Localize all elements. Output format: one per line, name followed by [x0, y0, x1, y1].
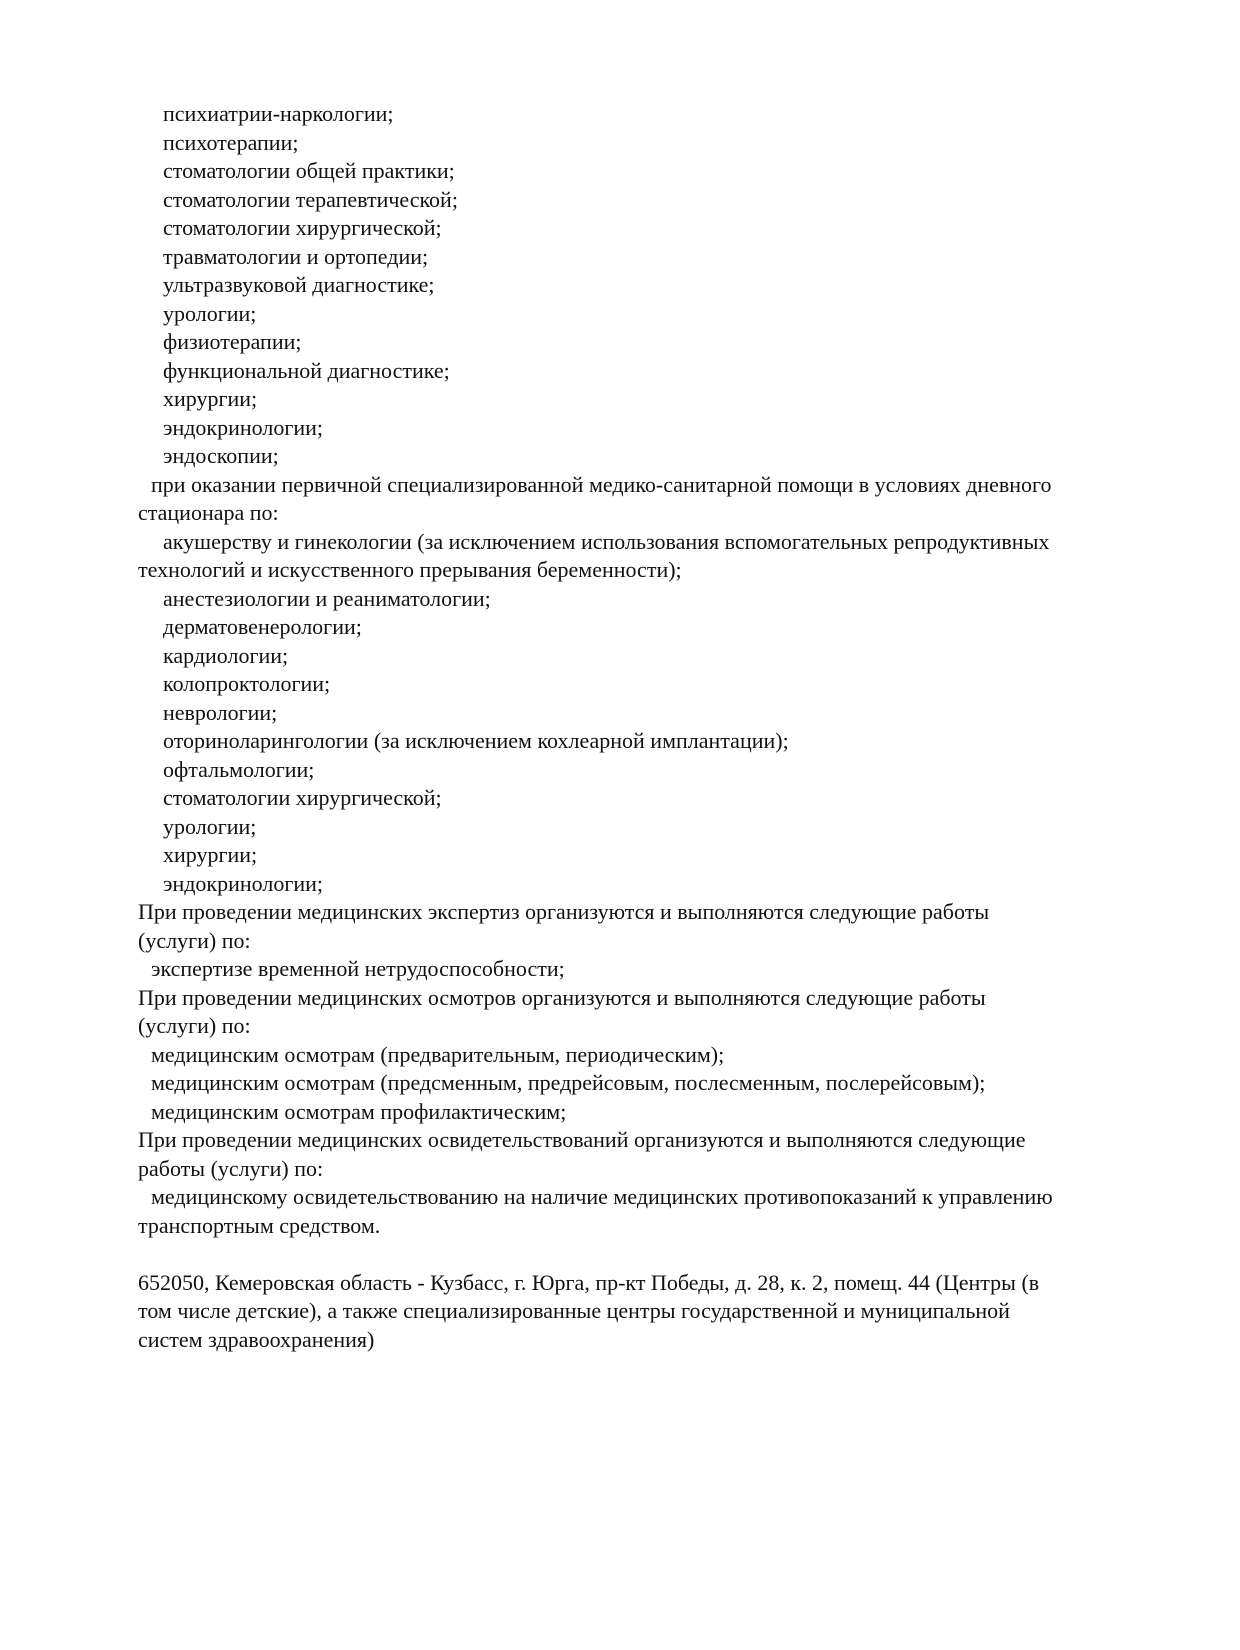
list-item-neurology: неврологии; [163, 699, 278, 725]
list-item-exam-preventive: медицинским осмотрам профилактическим; [151, 1098, 567, 1124]
list-item-dermatovenereology: дерматовенерологии; [163, 614, 362, 639]
list-item-psychiatry-narcology: психиатрии-наркологии; [163, 101, 394, 126]
list-item-endocrinology-2: эндокринологии; [163, 870, 324, 896]
list-item-therapeutic-dentistry: стоматологии терапевтической; [163, 186, 458, 212]
address-line-1: 652050, Кемеровская область - Кузбасс, г. Юрга, пр-кт Победы, д. 28, к. 2, помещ. 44 (Центры (в [138, 1269, 1040, 1295]
list-item-ultrasound: ультразвуковой диагностике; [163, 272, 435, 297]
list-item-urology: урологии; [163, 300, 257, 326]
section-heading-day-hospital-cont: стационара по: [138, 500, 279, 525]
list-item-surgical-dentistry-2: стоматологии хирургической; [163, 785, 442, 810]
section-heading-day-hospital: при оказании первичной специализированной медико-санитарной помощи в условиях дневного [151, 471, 1052, 497]
list-item-obstetrics-cont: технологий и искусственного прерывания беременности); [138, 557, 682, 582]
list-item-ophthalmology: офтальмологии; [163, 756, 315, 782]
list-item-exam-preliminary: медицинским осмотрам (предварительным, периодическим); [151, 1041, 725, 1067]
list-item-functional-diagnostics: функциональной диагностике; [163, 357, 450, 383]
list-item-endoscopy: эндоскопии; [163, 443, 279, 468]
list-item-coloproctology: колопроктологии; [163, 671, 331, 696]
list-item-otorhinolaryngology: оториноларингологии (за исключением кохлеарной имплантации); [163, 728, 789, 753]
spacer [138, 1240, 1178, 1269]
list-item-surgery: хирургии; [163, 386, 258, 411]
section-heading-expertise: При проведении медицинских экспертиз организуются и выполняются следующие работы [138, 899, 990, 924]
list-item-traumatology: травматологии и ортопедии; [163, 243, 429, 269]
section-heading-certifications: При проведении медицинских освидетельствований организуются и выполняются следующие [138, 1127, 1026, 1152]
list-item-exam-preshift: медицинским осмотрам (предсменным, предрейсовым, послесменным, послерейсовым); [151, 1070, 986, 1095]
list-item-cardiology: кардиологии; [163, 642, 289, 668]
address-line-3: систем здравоохранения) [138, 1326, 375, 1352]
list-item-obstetrics: акушерству и гинекологии (за исключением использования вспомогательных репродуктивных [163, 528, 1050, 554]
section-heading-examinations: При проведении медицинских осмотров организуются и выполняются следующие работы [138, 984, 986, 1010]
section-heading-expertise-cont: (услуги) по: [138, 927, 251, 953]
list-item-surgical-dentistry: стоматологии хирургической; [163, 215, 442, 240]
list-item-anesthesiology: анестезиологии и реаниматологии; [163, 585, 491, 611]
list-item-psychotherapy: психотерапии; [163, 129, 299, 155]
list-item-temporary-disability: экспертизе временной нетрудоспособности; [151, 956, 565, 981]
document-page [138, 100, 1178, 1354]
list-item-physiotherapy: физиотерапии; [163, 329, 302, 354]
list-item-urology-2: урологии; [163, 813, 257, 839]
section-heading-certifications-cont: работы (услуги) по: [138, 1155, 324, 1181]
section-heading-examinations-cont: (услуги) по: [138, 1013, 251, 1038]
list-item-driving-certification: медицинскому освидетельствованию на наличие медицинских противопоказаний к управлению [151, 1184, 1053, 1209]
address-line-2: том числе детские), а также специализированные центры государственной и муниципальной [138, 1298, 1010, 1323]
list-item-driving-certification-cont: транспортным средством. [138, 1212, 381, 1238]
list-item-general-dentistry: стоматологии общей практики; [163, 158, 455, 183]
list-item-endocrinology: эндокринологии; [163, 414, 324, 440]
list-item-surgery-2: хирургии; [163, 842, 258, 867]
